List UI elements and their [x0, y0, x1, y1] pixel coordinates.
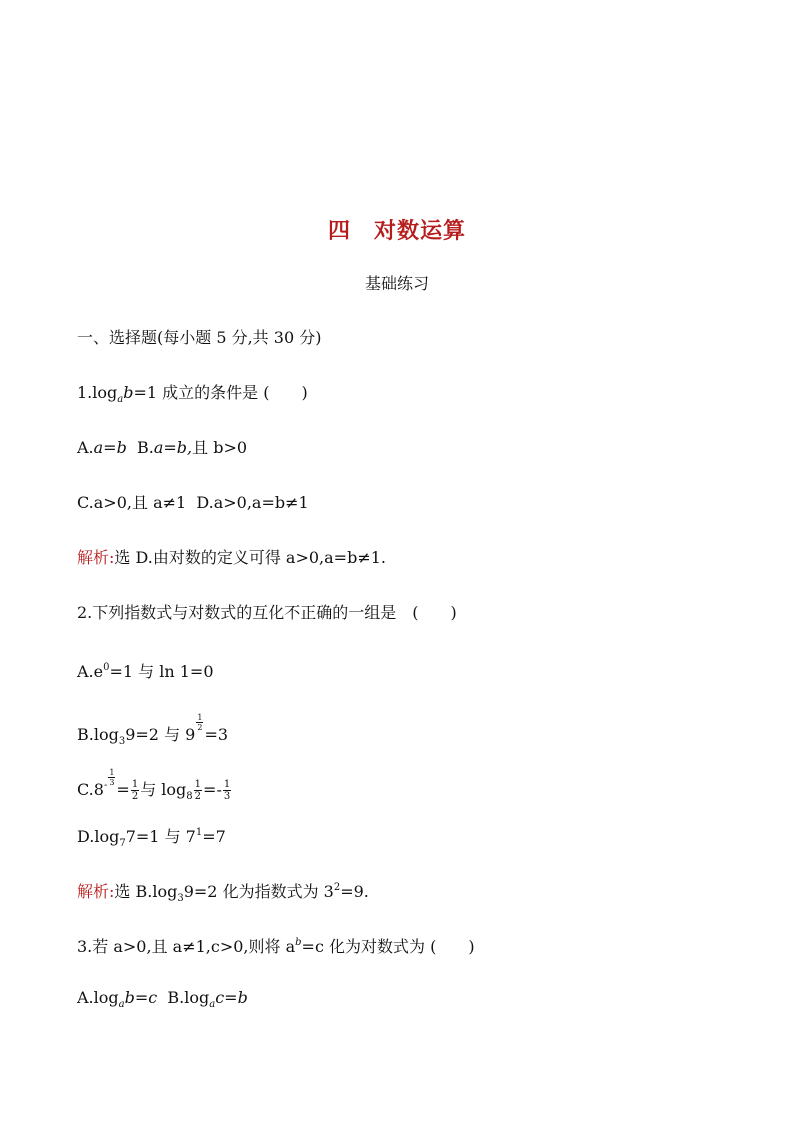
q1-option-d-label: D.	[196, 493, 214, 512]
q3-stem-post: =c 化为对数式为 ( )	[301, 937, 475, 956]
q2-d-post: =7	[202, 827, 226, 846]
question-2-analysis	[77, 878, 369, 909]
q3-stem-sup: b	[295, 937, 302, 948]
q3-b-post: c=b	[215, 988, 248, 1007]
q3-stem-pre: 3.若 a>0,且 a≠1,c>0,则将 a	[77, 937, 296, 956]
q1-option-a-label: A.	[77, 438, 94, 457]
q2-a-post: =1 与 ln 1=0	[109, 662, 214, 681]
q2-c-mid: 与 log	[140, 780, 187, 799]
q2-c-frac2-den: 2	[131, 791, 139, 802]
question-2-option-a	[77, 658, 214, 682]
q2-analysis-label: 解析:	[77, 882, 115, 901]
q2-c-frac4-num: 1	[223, 779, 231, 790]
q2-analysis-sub: 3	[177, 893, 184, 904]
q2-d-sub: 7	[119, 838, 126, 849]
q1-analysis-label: 解析:	[77, 548, 115, 567]
q3-a-post: b=c	[124, 988, 158, 1007]
question-1-analysis	[77, 548, 386, 568]
q2-b-mid: 9=2 与 9	[125, 725, 196, 744]
page-subtitle: 基础练习	[364, 274, 429, 293]
q2-d-mid: 7=1 与 7	[125, 827, 196, 846]
q1-option-c: a>0,且 a≠1	[93, 493, 187, 512]
question-2-option-b	[77, 713, 228, 752]
q2-d-sup: 1	[195, 827, 203, 838]
q2-b-sub: 3	[118, 736, 126, 747]
q3-a-pre: A.log	[77, 988, 119, 1007]
question-2-option-c	[77, 768, 232, 807]
q2-analysis-mid: 9=2 化为指数式为 3	[183, 882, 334, 901]
q1-option-b-rest: 且 b>0	[192, 438, 248, 457]
q1-analysis-text: 选 D.由对数的定义可得 a>0,a=b≠1.	[114, 548, 386, 567]
question-3-options-ab	[77, 988, 248, 1015]
q2-c-fraction-4	[223, 779, 231, 802]
q1-option-c-label: C.	[77, 493, 94, 512]
q2-analysis-post: =9.	[340, 882, 369, 901]
q2-analysis-sup: 2	[333, 882, 341, 893]
q2-c-frac1-den: 3	[109, 778, 115, 787]
question-3-stem	[77, 933, 475, 957]
question-2-stem: 2.下列指数式与对数式的互化不正确的一组是 ( )	[77, 603, 457, 622]
q2-a-sup: 0	[103, 662, 110, 673]
q2-c-eq: =	[116, 780, 130, 799]
q2-c-frac2-num: 1	[131, 779, 139, 790]
q1-stem-num: 1.log	[77, 383, 118, 402]
page-title: 四 对数运算	[327, 219, 466, 244]
q2-c-frac4-den: 3	[223, 791, 231, 802]
q2-a-pre: A.e	[77, 662, 104, 681]
question-1-options-cd	[77, 493, 309, 513]
q2-c-sup-sign: -	[103, 780, 108, 791]
q2-c-pre: C.8	[77, 780, 104, 799]
q2-c-fraction-3	[194, 779, 202, 802]
q2-b-post: =3	[204, 725, 229, 744]
q2-b-fraction	[196, 713, 203, 732]
q1-option-a: a=b	[93, 438, 127, 457]
q1-stem-sub: a	[117, 394, 124, 405]
question-1-stem	[77, 383, 308, 410]
q2-c-frac3-den: 2	[194, 791, 202, 802]
q3-b-sub: a	[209, 999, 216, 1010]
q2-c-frac3-num: 1	[194, 779, 202, 790]
q1-option-b-label: B.	[137, 438, 154, 457]
question-1-options-ab	[77, 438, 247, 458]
q3-b-pre: B.log	[167, 988, 210, 1007]
q1-stem-b: b	[123, 383, 134, 402]
q2-c-fraction-1	[108, 768, 115, 787]
q1-option-d: a>0,a=b≠1	[213, 493, 309, 512]
q2-analysis-pre: 选 B.log	[114, 882, 178, 901]
q2-b-frac-den: 2	[197, 723, 203, 732]
q2-d-pre: D.log	[77, 827, 120, 846]
q2-b-frac-num: 1	[197, 713, 203, 722]
q1-option-b: a=b,	[153, 438, 193, 457]
section-heading: 一、选择题(每小题 5 分,共 30 分)	[77, 328, 322, 347]
q3-a-sub: a	[118, 999, 125, 1010]
q1-stem-rest: =1 成立的条件是 ( )	[133, 383, 308, 402]
question-2-option-d	[77, 823, 226, 854]
q2-c-sub: 8	[186, 791, 193, 802]
q2-c-fraction-2	[131, 779, 139, 802]
q2-c-frac1-num: 1	[109, 768, 115, 777]
q2-c-eq2: =-	[203, 780, 222, 799]
q2-b-pre: B.log	[77, 725, 119, 744]
